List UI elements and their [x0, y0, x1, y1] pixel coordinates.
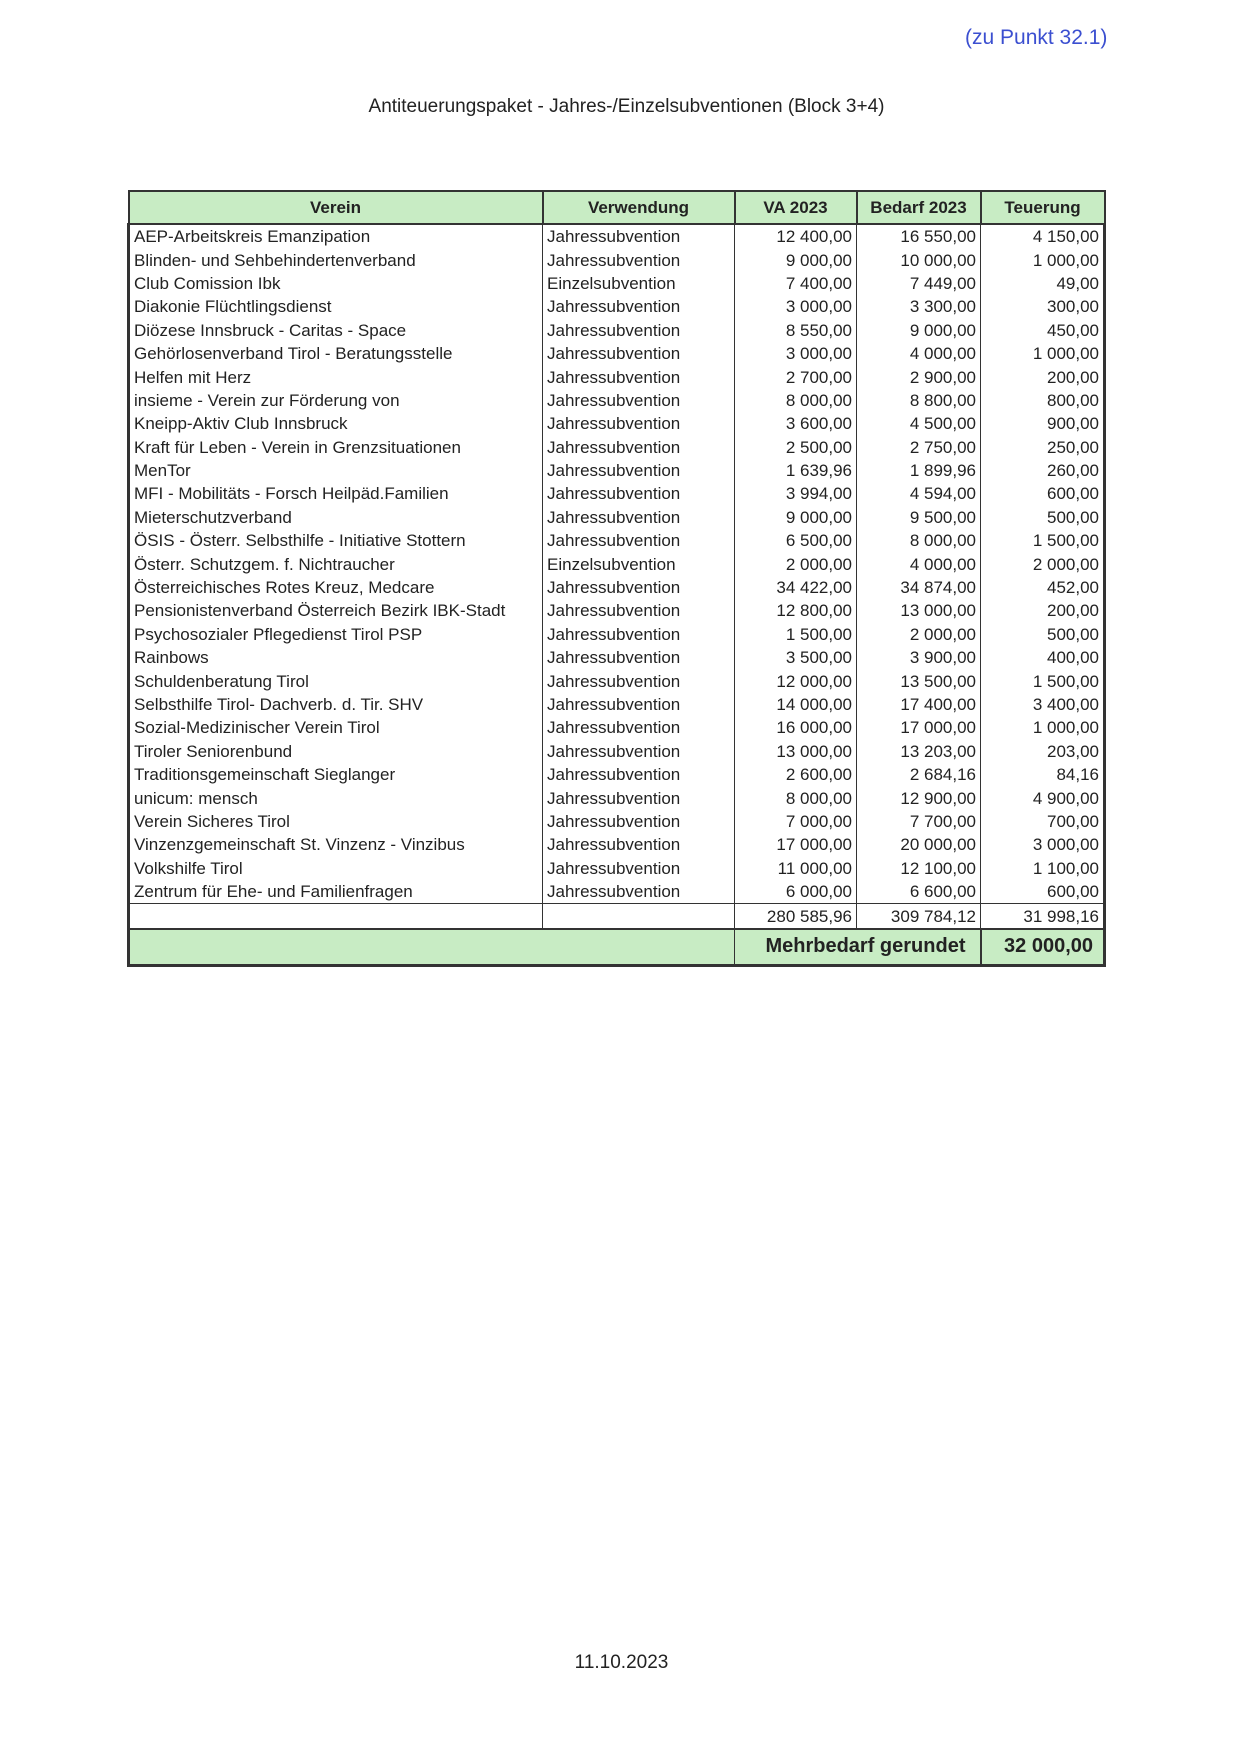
cell-bedarf-2023: 7 449,00: [857, 272, 981, 295]
table-row: [129, 224, 1105, 248]
table-row: [129, 786, 1105, 809]
cell-bedarf-2023: 6 600,00: [857, 880, 981, 904]
cell-va-2023: 3 500,00: [735, 646, 857, 669]
cell-bedarf-2023: 4 594,00: [857, 482, 981, 505]
cell-bedarf-2023: 17 400,00: [857, 693, 981, 716]
page-title: Antiteuerungspaket - Jahres-/Einzelsubventionen (Block 3+4): [368, 96, 885, 117]
final-amount: 32 000,00: [981, 929, 1105, 966]
cell-va-2023: 34 422,00: [735, 576, 857, 599]
cell-va-2023: 12 800,00: [735, 599, 857, 622]
table-row: [129, 436, 1105, 459]
cell-verein: Vinzenzgemeinschaft St. Vinzenz - Vinzibus: [129, 833, 543, 856]
cell-teuerung: 452,00: [981, 576, 1105, 599]
cell-verein: Psychosozialer Pflegedienst Tirol PSP: [129, 623, 543, 646]
cell-verein: AEP-Arbeitskreis Emanzipation: [129, 224, 543, 248]
cell-va-2023: 7 000,00: [735, 810, 857, 833]
cell-bedarf-2023: 34 874,00: [857, 576, 981, 599]
cell-teuerung: 203,00: [981, 740, 1105, 763]
cell-teuerung: 500,00: [981, 506, 1105, 529]
cell-va-2023: 3 000,00: [735, 295, 857, 318]
total-bedarf-2023: 309 784,12: [857, 904, 981, 929]
cell-va-2023: 1 639,96: [735, 459, 857, 482]
cell-teuerung: 200,00: [981, 599, 1105, 622]
cell-bedarf-2023: 4 000,00: [857, 552, 981, 575]
cell-verwendung: Jahressubvention: [543, 693, 735, 716]
cell-va-2023: 7 400,00: [735, 272, 857, 295]
cell-teuerung: 300,00: [981, 295, 1105, 318]
cell-va-2023: 3 994,00: [735, 482, 857, 505]
cell-bedarf-2023: 20 000,00: [857, 833, 981, 856]
cell-bedarf-2023: 2 684,16: [857, 763, 981, 786]
table-row: [129, 576, 1105, 599]
final-label: Mehrbedarf gerundet: [735, 929, 981, 966]
table-row: [129, 529, 1105, 552]
cell-verwendung: Jahressubvention: [543, 389, 735, 412]
table-row: [129, 693, 1105, 716]
total-teuerung: 31 998,16: [981, 904, 1105, 929]
cell-bedarf-2023: 2 900,00: [857, 365, 981, 388]
cell-verein: MenTor: [129, 459, 543, 482]
cell-verwendung: Jahressubvention: [543, 833, 735, 856]
cell-verein: insieme - Verein zur Förderung von: [129, 389, 543, 412]
cell-verwendung: Jahressubvention: [543, 319, 735, 342]
cell-va-2023: 8 000,00: [735, 389, 857, 412]
final-row: [129, 929, 1105, 966]
table-row: [129, 295, 1105, 318]
table-header-row: [129, 191, 1105, 224]
header-teuerung: Teuerung: [981, 191, 1105, 224]
totals-row: [129, 904, 1105, 929]
cell-va-2023: 8 000,00: [735, 786, 857, 809]
cell-bedarf-2023: 9 000,00: [857, 319, 981, 342]
cell-verwendung: Jahressubvention: [543, 786, 735, 809]
cell-bedarf-2023: 3 900,00: [857, 646, 981, 669]
totals-empty-verein: [129, 904, 543, 929]
cell-teuerung: 400,00: [981, 646, 1105, 669]
cell-va-2023: 6 500,00: [735, 529, 857, 552]
table-row: [129, 833, 1105, 856]
cell-teuerung: 1 000,00: [981, 248, 1105, 271]
cell-verein: Helfen mit Herz: [129, 365, 543, 388]
cell-va-2023: 3 000,00: [735, 342, 857, 365]
cell-bedarf-2023: 13 203,00: [857, 740, 981, 763]
cell-va-2023: 1 500,00: [735, 623, 857, 646]
cell-verein: MFI - Mobilitäts - Forsch Heilpäd.Familien: [129, 482, 543, 505]
cell-teuerung: 84,16: [981, 763, 1105, 786]
table-row: [129, 763, 1105, 786]
cell-teuerung: 1 000,00: [981, 716, 1105, 739]
cell-bedarf-2023: 8 800,00: [857, 389, 981, 412]
cell-va-2023: 2 600,00: [735, 763, 857, 786]
cell-bedarf-2023: 4 500,00: [857, 412, 981, 435]
cell-verein: Club Comission Ibk: [129, 272, 543, 295]
table-row: [129, 623, 1105, 646]
cell-verwendung: Jahressubvention: [543, 248, 735, 271]
header-va-2023: VA 2023: [735, 191, 857, 224]
cell-teuerung: 800,00: [981, 389, 1105, 412]
cell-va-2023: 17 000,00: [735, 833, 857, 856]
table-row: [129, 248, 1105, 271]
cell-verwendung: Jahressubvention: [543, 576, 735, 599]
cell-teuerung: 3 000,00: [981, 833, 1105, 856]
cell-verein: unicum: mensch: [129, 786, 543, 809]
cell-verwendung: Jahressubvention: [543, 669, 735, 692]
table-row: [129, 482, 1105, 505]
cell-verwendung: Jahressubvention: [543, 412, 735, 435]
table-row: [129, 857, 1105, 880]
cell-bedarf-2023: 12 900,00: [857, 786, 981, 809]
cell-verwendung: Jahressubvention: [543, 342, 735, 365]
cell-verein: Kneipp-Aktiv Club Innsbruck: [129, 412, 543, 435]
cell-verwendung: Jahressubvention: [543, 623, 735, 646]
cell-verein: Österr. Schutzgem. f. Nichtraucher: [129, 552, 543, 575]
cell-bedarf-2023: 8 000,00: [857, 529, 981, 552]
table-row: [129, 319, 1105, 342]
cell-bedarf-2023: 1 899,96: [857, 459, 981, 482]
cell-teuerung: 4 900,00: [981, 786, 1105, 809]
cell-va-2023: 3 600,00: [735, 412, 857, 435]
cell-teuerung: 2 000,00: [981, 552, 1105, 575]
cell-verwendung: Jahressubvention: [543, 599, 735, 622]
cell-teuerung: 1 500,00: [981, 669, 1105, 692]
cell-verein: Gehörlosenverband Tirol - Beratungsstelle: [129, 342, 543, 365]
cell-verein: Rainbows: [129, 646, 543, 669]
cell-teuerung: 1 000,00: [981, 342, 1105, 365]
cell-verwendung: Jahressubvention: [543, 646, 735, 669]
table-row: [129, 599, 1105, 622]
cell-bedarf-2023: 2 000,00: [857, 623, 981, 646]
cell-verwendung: Jahressubvention: [543, 857, 735, 880]
cell-va-2023: 2 000,00: [735, 552, 857, 575]
cell-bedarf-2023: 13 500,00: [857, 669, 981, 692]
cell-teuerung: 600,00: [981, 880, 1105, 904]
subsidy-table: [127, 190, 1106, 967]
cell-bedarf-2023: 13 000,00: [857, 599, 981, 622]
cell-va-2023: 12 000,00: [735, 669, 857, 692]
reference-note: (zu Punkt 32.1): [965, 26, 1108, 49]
cell-teuerung: 250,00: [981, 436, 1105, 459]
table-row: [129, 412, 1105, 435]
cell-teuerung: 3 400,00: [981, 693, 1105, 716]
final-row-spacer: [129, 929, 735, 966]
cell-verwendung: Jahressubvention: [543, 810, 735, 833]
table-row: [129, 810, 1105, 833]
cell-verwendung: Jahressubvention: [543, 436, 735, 459]
cell-verein: Österreichisches Rotes Kreuz, Medcare: [129, 576, 543, 599]
cell-verein: Diakonie Flüchtlingsdienst: [129, 295, 543, 318]
cell-teuerung: 200,00: [981, 365, 1105, 388]
total-va-2023: 280 585,96: [735, 904, 857, 929]
cell-bedarf-2023: 10 000,00: [857, 248, 981, 271]
cell-verwendung: Jahressubvention: [543, 529, 735, 552]
cell-teuerung: 500,00: [981, 623, 1105, 646]
totals-empty-verwendung: [543, 904, 735, 929]
cell-verein: Zentrum für Ehe- und Familienfragen: [129, 880, 543, 904]
table-row: [129, 716, 1105, 739]
cell-teuerung: 900,00: [981, 412, 1105, 435]
cell-va-2023: 2 700,00: [735, 365, 857, 388]
cell-va-2023: 13 000,00: [735, 740, 857, 763]
cell-teuerung: 600,00: [981, 482, 1105, 505]
cell-va-2023: 9 000,00: [735, 248, 857, 271]
table-body: [129, 224, 1105, 904]
table-row: [129, 459, 1105, 482]
cell-verein: Traditionsgemeinschaft Sieglanger: [129, 763, 543, 786]
cell-teuerung: 49,00: [981, 272, 1105, 295]
cell-verwendung: Jahressubvention: [543, 506, 735, 529]
cell-teuerung: 260,00: [981, 459, 1105, 482]
cell-verein: Sozial-Medizinischer Verein Tirol: [129, 716, 543, 739]
cell-verwendung: Jahressubvention: [543, 459, 735, 482]
cell-teuerung: 1 100,00: [981, 857, 1105, 880]
cell-va-2023: 11 000,00: [735, 857, 857, 880]
cell-verein: Selbsthilfe Tirol- Dachverb. d. Tir. SHV: [129, 693, 543, 716]
header-verein: Verein: [129, 191, 543, 224]
cell-teuerung: 1 500,00: [981, 529, 1105, 552]
cell-bedarf-2023: 2 750,00: [857, 436, 981, 459]
table-row: [129, 272, 1105, 295]
cell-verein: Kraft für Leben - Verein in Grenzsituationen: [129, 436, 543, 459]
cell-bedarf-2023: 4 000,00: [857, 342, 981, 365]
cell-teuerung: 4 150,00: [981, 224, 1105, 248]
cell-bedarf-2023: 17 000,00: [857, 716, 981, 739]
cell-bedarf-2023: 12 100,00: [857, 857, 981, 880]
cell-teuerung: 700,00: [981, 810, 1105, 833]
table-row: [129, 880, 1105, 904]
table-row: [129, 506, 1105, 529]
cell-bedarf-2023: 9 500,00: [857, 506, 981, 529]
cell-verein: Volkshilfe Tirol: [129, 857, 543, 880]
table-row: [129, 342, 1105, 365]
cell-va-2023: 16 000,00: [735, 716, 857, 739]
cell-va-2023: 12 400,00: [735, 224, 857, 248]
cell-verwendung: Jahressubvention: [543, 763, 735, 786]
table-row: [129, 389, 1105, 412]
cell-va-2023: 2 500,00: [735, 436, 857, 459]
table-row: [129, 552, 1105, 575]
cell-verein: Blinden- und Sehbehindertenverband: [129, 248, 543, 271]
cell-bedarf-2023: 16 550,00: [857, 224, 981, 248]
cell-verwendung: Jahressubvention: [543, 482, 735, 505]
cell-verein: Mieterschutzverband: [129, 506, 543, 529]
table-row: [129, 669, 1105, 692]
cell-verein: Tiroler Seniorenbund: [129, 740, 543, 763]
cell-bedarf-2023: 7 700,00: [857, 810, 981, 833]
cell-va-2023: 9 000,00: [735, 506, 857, 529]
cell-bedarf-2023: 3 300,00: [857, 295, 981, 318]
header-verwendung: Verwendung: [543, 191, 735, 224]
cell-verwendung: Jahressubvention: [543, 880, 735, 904]
cell-va-2023: 8 550,00: [735, 319, 857, 342]
cell-verein: ÖSIS - Österr. Selbsthilfe - Initiative Stottern: [129, 529, 543, 552]
cell-va-2023: 14 000,00: [735, 693, 857, 716]
cell-verein: Schuldenberatung Tirol: [129, 669, 543, 692]
cell-verwendung: Einzelsubvention: [543, 272, 735, 295]
cell-verwendung: Einzelsubvention: [543, 552, 735, 575]
table-row: [129, 740, 1105, 763]
cell-teuerung: 450,00: [981, 319, 1105, 342]
cell-verwendung: Jahressubvention: [543, 295, 735, 318]
table-row: [129, 646, 1105, 669]
cell-verwendung: Jahressubvention: [543, 716, 735, 739]
cell-verwendung: Jahressubvention: [543, 365, 735, 388]
cell-va-2023: 6 000,00: [735, 880, 857, 904]
cell-verein: Diözese Innsbruck - Caritas - Space: [129, 319, 543, 342]
document-date: 11.10.2023: [574, 1652, 669, 1673]
cell-verwendung: Jahressubvention: [543, 224, 735, 248]
cell-verein: Pensionistenverband Österreich Bezirk IBK-Stadt: [129, 599, 543, 622]
cell-verein: Verein Sicheres Tirol: [129, 810, 543, 833]
cell-verwendung: Jahressubvention: [543, 740, 735, 763]
header-bedarf-2023: Bedarf 2023: [857, 191, 981, 224]
table-row: [129, 365, 1105, 388]
